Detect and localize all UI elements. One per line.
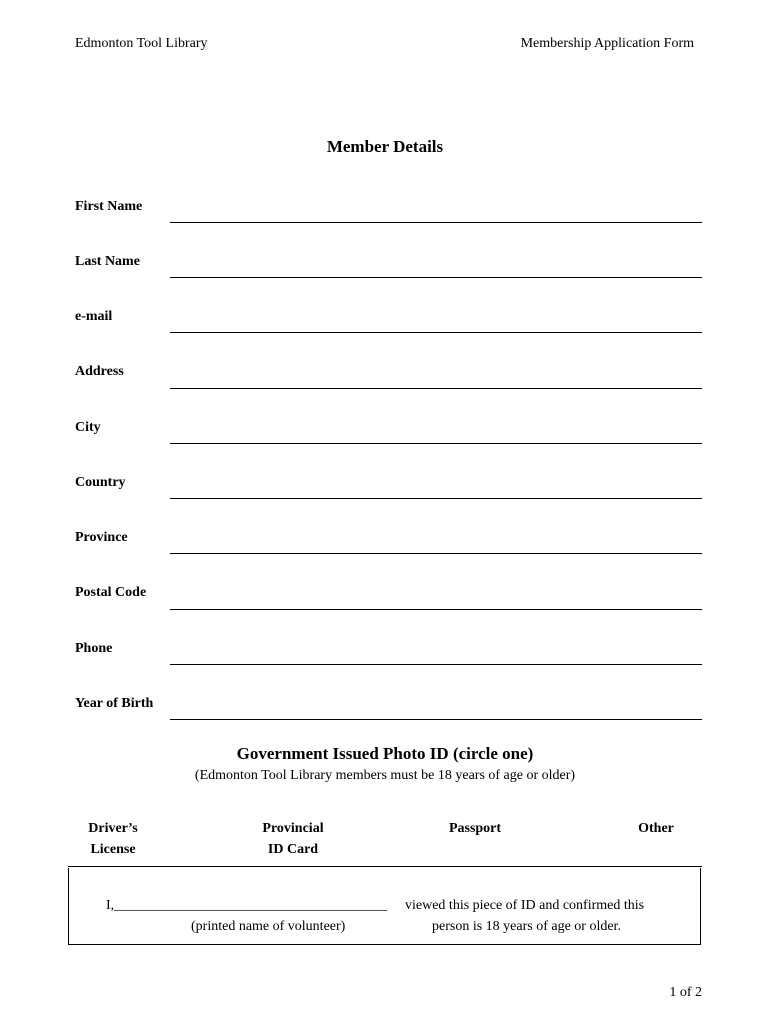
id-option-label: ID Card (267, 842, 319, 857)
label-last-name: Last Name (75, 254, 140, 269)
id-option-label: Driver’s (88, 821, 138, 836)
id-option-label: Other (638, 821, 674, 836)
page-number: 1 of 2 (669, 985, 702, 1000)
input-country[interactable] (170, 498, 702, 499)
header-form-title: Membership Application Form (520, 36, 694, 51)
input-year-of-birth[interactable] (170, 719, 702, 720)
label-postal-code: Postal Code (75, 585, 147, 600)
input-postal-code[interactable] (170, 609, 702, 610)
id-option-provincial-id-card[interactable] (243, 818, 343, 860)
label-first-name: First Name (75, 199, 143, 214)
id-options-divider (68, 866, 702, 867)
label-province: Province (75, 530, 128, 545)
id-option-other[interactable] (620, 818, 692, 839)
id-option-label: License (90, 842, 136, 857)
label-country: Country (75, 475, 126, 490)
label-email: e-mail (75, 309, 113, 324)
input-first-name[interactable] (170, 222, 702, 223)
label-address: Address (75, 364, 124, 379)
id-option-label: Provincial (262, 821, 324, 836)
input-city[interactable] (170, 443, 702, 444)
id-option-passport[interactable] (430, 818, 520, 839)
input-address[interactable] (170, 388, 702, 389)
input-province[interactable] (170, 553, 702, 554)
input-email[interactable] (170, 332, 702, 333)
section-title-member-details: Member Details (326, 137, 444, 156)
id-option-drivers-license[interactable] (68, 818, 158, 860)
label-city: City (75, 420, 101, 435)
input-phone[interactable] (170, 664, 702, 665)
id-option-label: Passport (448, 821, 502, 836)
header-org-name: Edmonton Tool Library (75, 36, 208, 51)
input-last-name[interactable] (170, 277, 702, 278)
label-phone: Phone (75, 641, 113, 656)
section-title-photo-id: Government Issued Photo ID (circle one) (236, 744, 534, 763)
confirmation-statement-cont: person is 18 years of age or older. (432, 919, 621, 934)
volunteer-name-blank[interactable]: I,_______________________________________ (106, 898, 388, 913)
volunteer-name-caption: (printed name of volunteer) (191, 919, 346, 934)
confirmation-statement: viewed this piece of ID and confirmed this (405, 898, 645, 913)
photo-id-age-note: (Edmonton Tool Library members must be 18 years of age or older) (194, 768, 576, 783)
label-year-of-birth: Year of Birth (75, 696, 154, 711)
